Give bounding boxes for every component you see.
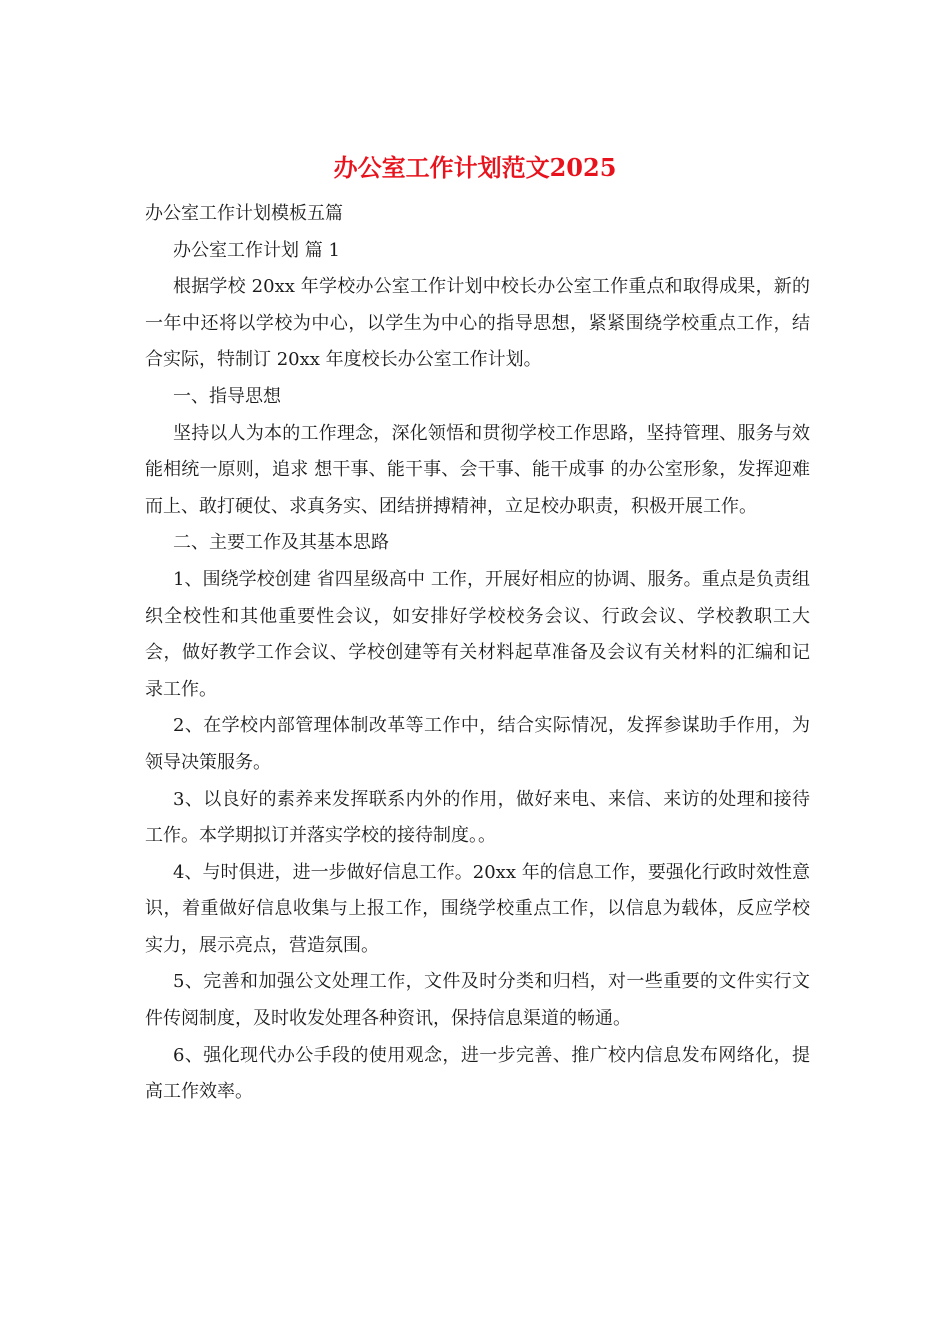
section-heading-plan-1: 办公室工作计划 篇 1: [173, 239, 340, 261]
intro-paragraph: 根据学校 20xx 年学校办公室工作计划中校长办公室工作重点和取得成果，新的一年中还将以学校为中心，以学生为中心的指导思想，紧紧围绕学校重点工作，结合实际，特制订 20xx 年度校长办公室工作计划。: [145, 276, 810, 371]
work-item-5: 5、完善和加强公文处理工作，文件及时分类和归档，对一些重要的文件实行文件传阅制度，及时收发处理各种资讯，保持信息渠道的畅通。: [145, 971, 810, 1030]
document-title: 办公室工作计划范文2025: [333, 153, 617, 182]
work-item-6: 6、强化现代办公手段的使用观念，进一步完善、推广校内信息发布网络化，提高工作效率。: [145, 1044, 810, 1103]
work-item-4: 4、与时俱进，进一步做好信息工作。20xx 年的信息工作，要强化行政时效性意识，着重做好信息收集与上报工作，围绕学校重点工作，以信息为载体，反应学校实力，展示亮点，营造氛围。: [145, 861, 810, 956]
subtitle-paragraph: 办公室工作计划模板五篇: [145, 203, 343, 224]
guiding-ideology-paragraph: 坚持以人为本的工作理念，深化领悟和贯彻学校工作思路，坚持管理、服务与效能相统一原则，追求 想干事、能干事、会干事、能干成事 的办公室形象，发挥迎难而上、敢打硬仗、求真务实、团结拼搏精神，立足校办职责，积极开展工作。: [145, 422, 810, 517]
work-item-3: 3、以良好的素养来发挥联系内外的作用，做好来电、来信、来访的处理和接待工作。本学期拟订并落实学校的接待制度。。: [145, 788, 810, 847]
work-item-1: 1、围绕学校创建 省四星级高中 工作，开展好相应的协调、服务。重点是负责组织全校性和其他重要性会议，如安排好学校校务会议、行政会议、学校教职工大会，做好教学工作会议、学校创建等有关材料起草准备及会议有关材料的汇编和记录工作。: [145, 568, 810, 700]
work-item-2: 2、在学校内部管理体制改革等工作中，结合实际情况，发挥参谋助手作用，为领导决策服务。: [145, 715, 810, 773]
heading-main-work: 二、主要工作及其基本思路: [173, 532, 389, 554]
document-body: [145, 196, 810, 1111]
heading-guiding-ideology: 一、指导思想: [173, 385, 281, 407]
